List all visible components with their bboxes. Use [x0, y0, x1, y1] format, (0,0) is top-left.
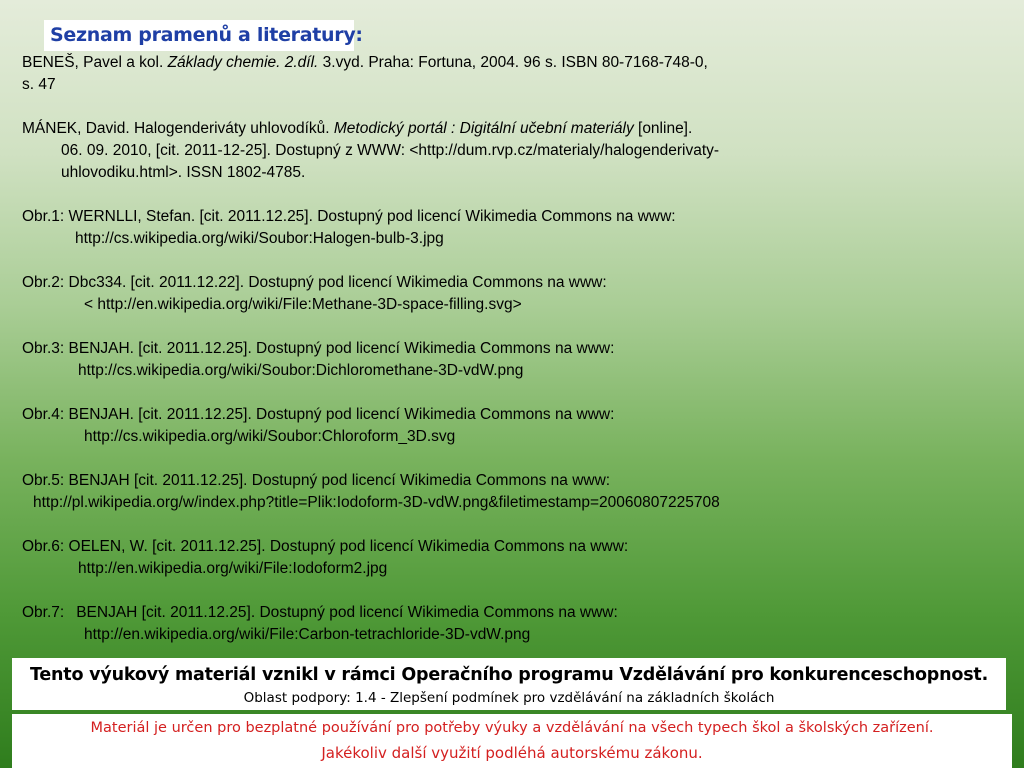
- references-list: [22, 52, 902, 668]
- reference-url[interactable]: http://cs.wikipedia.org/wiki/Soubor:Halogen-bulb-3.jpg: [75, 230, 444, 247]
- reference-obr-4: [22, 404, 902, 448]
- portal-title: Metodický portál : Digitální učební materiály: [333, 120, 634, 137]
- reference-line: Obr.2: Dbc334. [cit. 2011.12.22]. Dostupný pod licencí Wikimedia Commons na www:: [22, 274, 607, 291]
- reference-line: BENEŠ, Pavel a kol. Základy chemie. 2.díl. 3.vyd. Praha: Fortuna, 2004. 96 s. ISBN 80-7168-748-0,: [22, 54, 708, 71]
- reference-obr-2: [22, 272, 902, 316]
- reference-line: Obr.7: BENJAH [cit. 2011.12.25]. Dostupný pod licencí Wikimedia Commons na www:: [22, 604, 618, 621]
- support-area: Oblast podpory: 1.4 - Zlepšení podmínek pro vzdělávání na základních školách: [243, 690, 775, 706]
- reference-obr-3: [22, 338, 902, 382]
- reference-url[interactable]: http://pl.wikipedia.org/w/index.php?title=Plik:Iodoform-3D-vdW.png&filetimestamp=20060807225708: [33, 494, 720, 511]
- reference-url[interactable]: http://en.wikipedia.org/wiki/File:Carbon-tetrachloride-3D-vdW.png: [84, 626, 531, 643]
- program-statement: Tento výukový materiál vznikl v rámci Operačního programu Vzdělávání pro konkurenceschopnost.: [29, 665, 989, 685]
- reference-line: 06. 09. 2010, [cit. 2011-12-25]. Dostupný z WWW: <http://dum.rvp.cz/materialy/halogenderivaty-: [61, 142, 720, 159]
- reference-line: s. 47: [22, 76, 56, 93]
- reference-line: MÁNEK, David. Halogenderiváty uhlovodíků. Metodický portál : Digitální učební materiály [online].: [22, 120, 693, 137]
- reference-1: [22, 52, 902, 96]
- reference-url[interactable]: http://en.wikipedia.org/wiki/File:Iodoform2.jpg: [78, 560, 388, 577]
- reference-url[interactable]: < http://en.wikipedia.org/wiki/File:Methane-3D-space-filling.svg>: [84, 296, 522, 313]
- reference-line: Obr.1: WERNLLI, Stefan. [cit. 2011.12.25]. Dostupný pod licencí Wikimedia Commons na www:: [22, 208, 676, 225]
- reference-line: uhlovodiku.html>. ISSN 1802-4785.: [61, 164, 306, 181]
- copyright-notice-line: Jakékoliv další využití podléhá autorskému zákonu.: [321, 744, 703, 762]
- usage-notice: [12, 714, 1012, 768]
- reference-url[interactable]: http://cs.wikipedia.org/wiki/Soubor:Dichloromethane-3D-vdW.png: [78, 362, 524, 379]
- usage-notice-line: Materiál je určen pro bezplatné používání pro potřeby výuky a vzdělávání na všech typech škol a školských zařízení.: [90, 720, 934, 736]
- reference-obr-1: [22, 206, 902, 250]
- reference-line: Obr.3: BENJAH. [cit. 2011.12.25]. Dostupný pod licencí Wikimedia Commons na www:: [22, 340, 615, 357]
- reference-line: Obr.5: BENJAH [cit. 2011.12.25]. Dostupný pod licencí Wikimedia Commons na www:: [22, 472, 611, 489]
- reference-obr-7: [22, 602, 902, 646]
- reference-line: Obr.4: BENJAH. [cit. 2011.12.25]. Dostupný pod licencí Wikimedia Commons na www:: [22, 406, 615, 423]
- reference-url[interactable]: http://cs.wikipedia.org/wiki/Soubor:Chloroform_3D.svg: [84, 428, 456, 445]
- reference-line: Obr.6: OELEN, W. [cit. 2011.12.25]. Dostupný pod licencí Wikimedia Commons na www:: [22, 538, 629, 555]
- program-banner: [12, 658, 1006, 710]
- reference-obr-6: [22, 536, 902, 580]
- page-title-text: Seznam pramenů a literatury:: [50, 24, 363, 46]
- page-title: [44, 20, 363, 51]
- reference-2: [22, 118, 902, 184]
- book-title: Základy chemie. 2.díl.: [167, 54, 319, 71]
- reference-obr-5: [22, 470, 902, 514]
